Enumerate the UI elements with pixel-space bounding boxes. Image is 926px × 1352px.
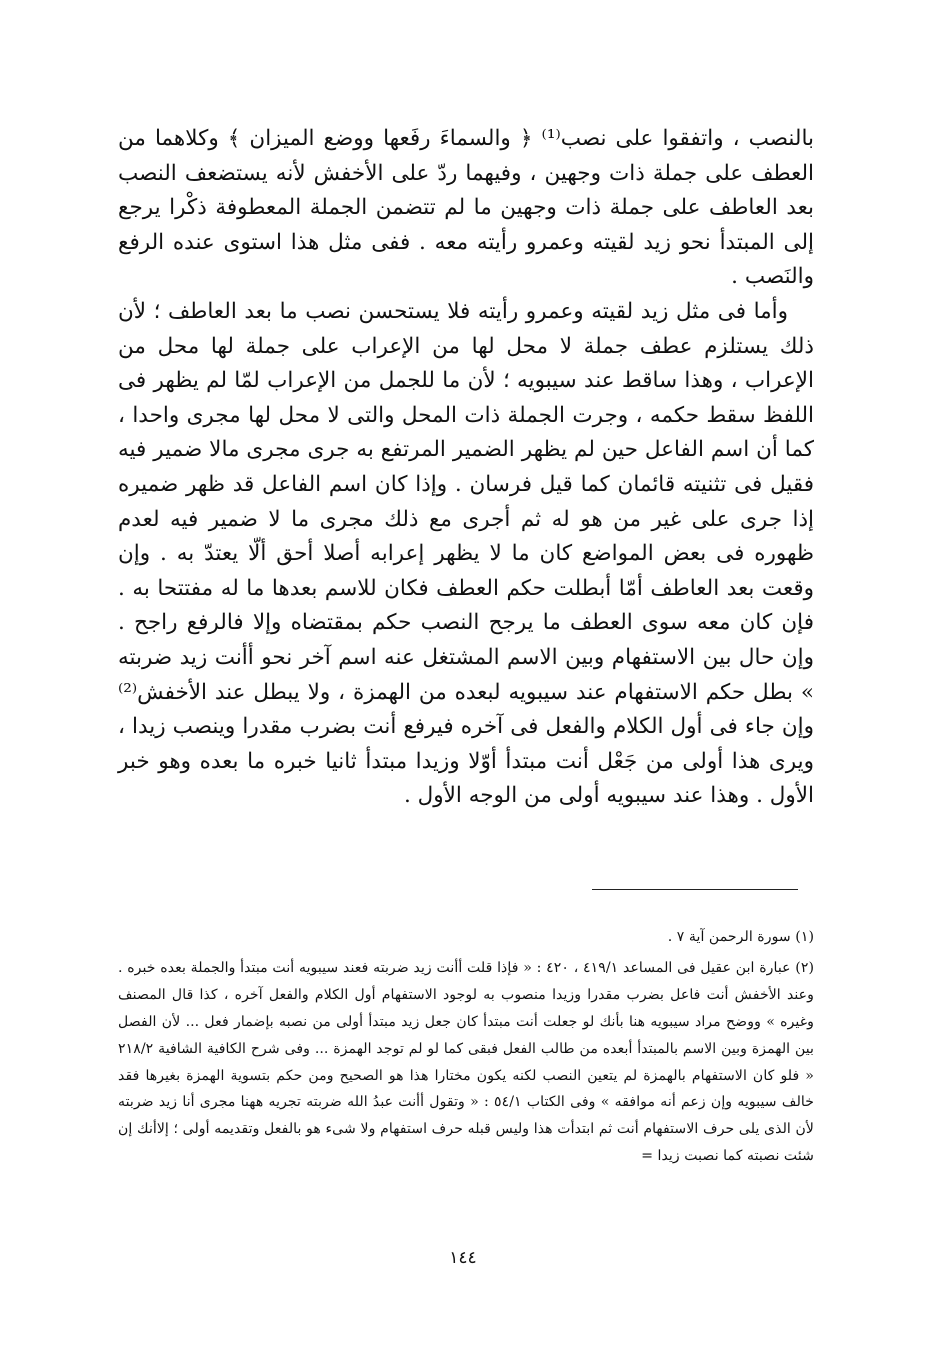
page-number: ١٤٤ (449, 1248, 477, 1268)
footnote-1: (١) سورة الرحمن آية ٧ . (667, 929, 814, 945)
paragraph-2: وأما فى مثل زيد لقيته وعمرو رأيته فلا يستحسن نصب ما بعد العاطف ؛ لأن ذلك يستلزم عطف جملة لا محل لها من الإعراب على جملة لها محل من الإعراب ، وهذا ساقط عند سيبويه ؛ لأن ما للجمل من الإعراب لمّا لم يظهر فى اللفظ سقط حكمه ، وجرت الجملة ذات المحل والتى لا محل لها مجرى واحدا ، كما أن اسم الفاعل حين لم يظهر الضمير المرتفع به جرى مجرى مالا ضمير فيه فقيل فى تثنيته قائمان كما قيل فرسان . وإذا كان اسم الفاعل قد ظهر ضميره إذا جرى على غير من هو له ثم أجرى مع ذلك مجرى ما لا ضمير فيه لعدم ظهوره فى بعض المواضع كان ما لا يظهر إعرابه أصلا أحق ألّا يعتدّ به . وإن وقعت بعد العاطف أمّا أبطلت حكم العطف فكان للاسم بعدها ما له مفتتحا به . فإن كان معه سوى العطف ما يرجح النصب حكم بمقتضاه وإلا فالرفع راجح . وإن حال بين الاستفهام وبين الاسم المشتغل عنه اسم آخر نحو أأنت زيد ضربته » بطل حكم الاستفهام عند سيبويه لبعده من الهمزة ، ولا يبطل عند الأخفش⁽²⁾ وإن جاء فى أول الكلام والفعل فى آخره فيرفع أنت بضرب مقدرا وينصب زيدا ، ويرى هذا أولى من جَعْل أنت مبتدأ أوّلا وزيدا مبتدأ ثانيا خبره ما بعده وهو خبر الأول . وهذا عند سيبويه أولى من الوجه الأول . (118, 298, 814, 809)
footnote-2: (٢) عبارة ابن عقيل فى المساعد ٤١٩/١ ، ٤٢٠ : « فإذا قلت أأنت زيد ضربته فعند سيبويه أنت مبتدأ والجملة بعده خبره . وعند الأخفش أنت فاعل بضرب مقدرا وزيدا منصوب به لوجود الاستفهام أول الكلام والفعل آخره ، كذا قال المصنف وغيره » ووضح مراد سيبويه هنا بأنك لو جعلت أنت مبتدأ كان جعل زيد مبتدأ أولى من نصبه بإضمار فعل ... لأن الفصل بين الهمزة وبين الاسم بالمبتدأ أبعده من طالب الفعل فبقى كما لو لم توجد الهمزة ... وفى شرح الكافية الشافية ٢١٨/٢ « فلو كان الاستفهام بالهمزة لم يتعين النصب لكنه يكون مختارا هذا هو الصحيح ومن حكم بتسوية الهمزة بغيرها فقد خالف سيبويه وإن زعم أنه موافقه » وفى الكتاب ٥٤/١ : « وتقول أأنت عبدُ الله ضربته تجريه ههنا مجرى أنا زيد ضربته لأن الذى يلى حرف الاستفهام أنت ثم ابتدأت هذا وليس قبله حرف استفهام ولا شىء هو بالفعل وتقديمه أولى ؛ إلاأنك إن شئت نصبته كما نصبت زيدا = (118, 959, 814, 1165)
footnotes-block (118, 924, 814, 1170)
footnote-separator (592, 889, 798, 890)
main-text-block (118, 122, 814, 814)
paragraph-1: بالنصب ، واتفقوا على نصب⁽¹⁾ ﴿ والسماءَ رفَعها ووضع الميزان ﴾ وكلاهما من العطف على جملة ذات وجهين ، وفيهما ردّ على الأخفش لأنه يستضعف النصب بعد العاطف على جملة ذات وجهين ما لم تتضمن الجملة المعطوفة ذكْرا يرجع إلى المبتدأ نحو زيد لقيته وعمرو رأيته معه . ففى مثل هذا استوى عنده الرفع والنَصب . (118, 126, 815, 290)
